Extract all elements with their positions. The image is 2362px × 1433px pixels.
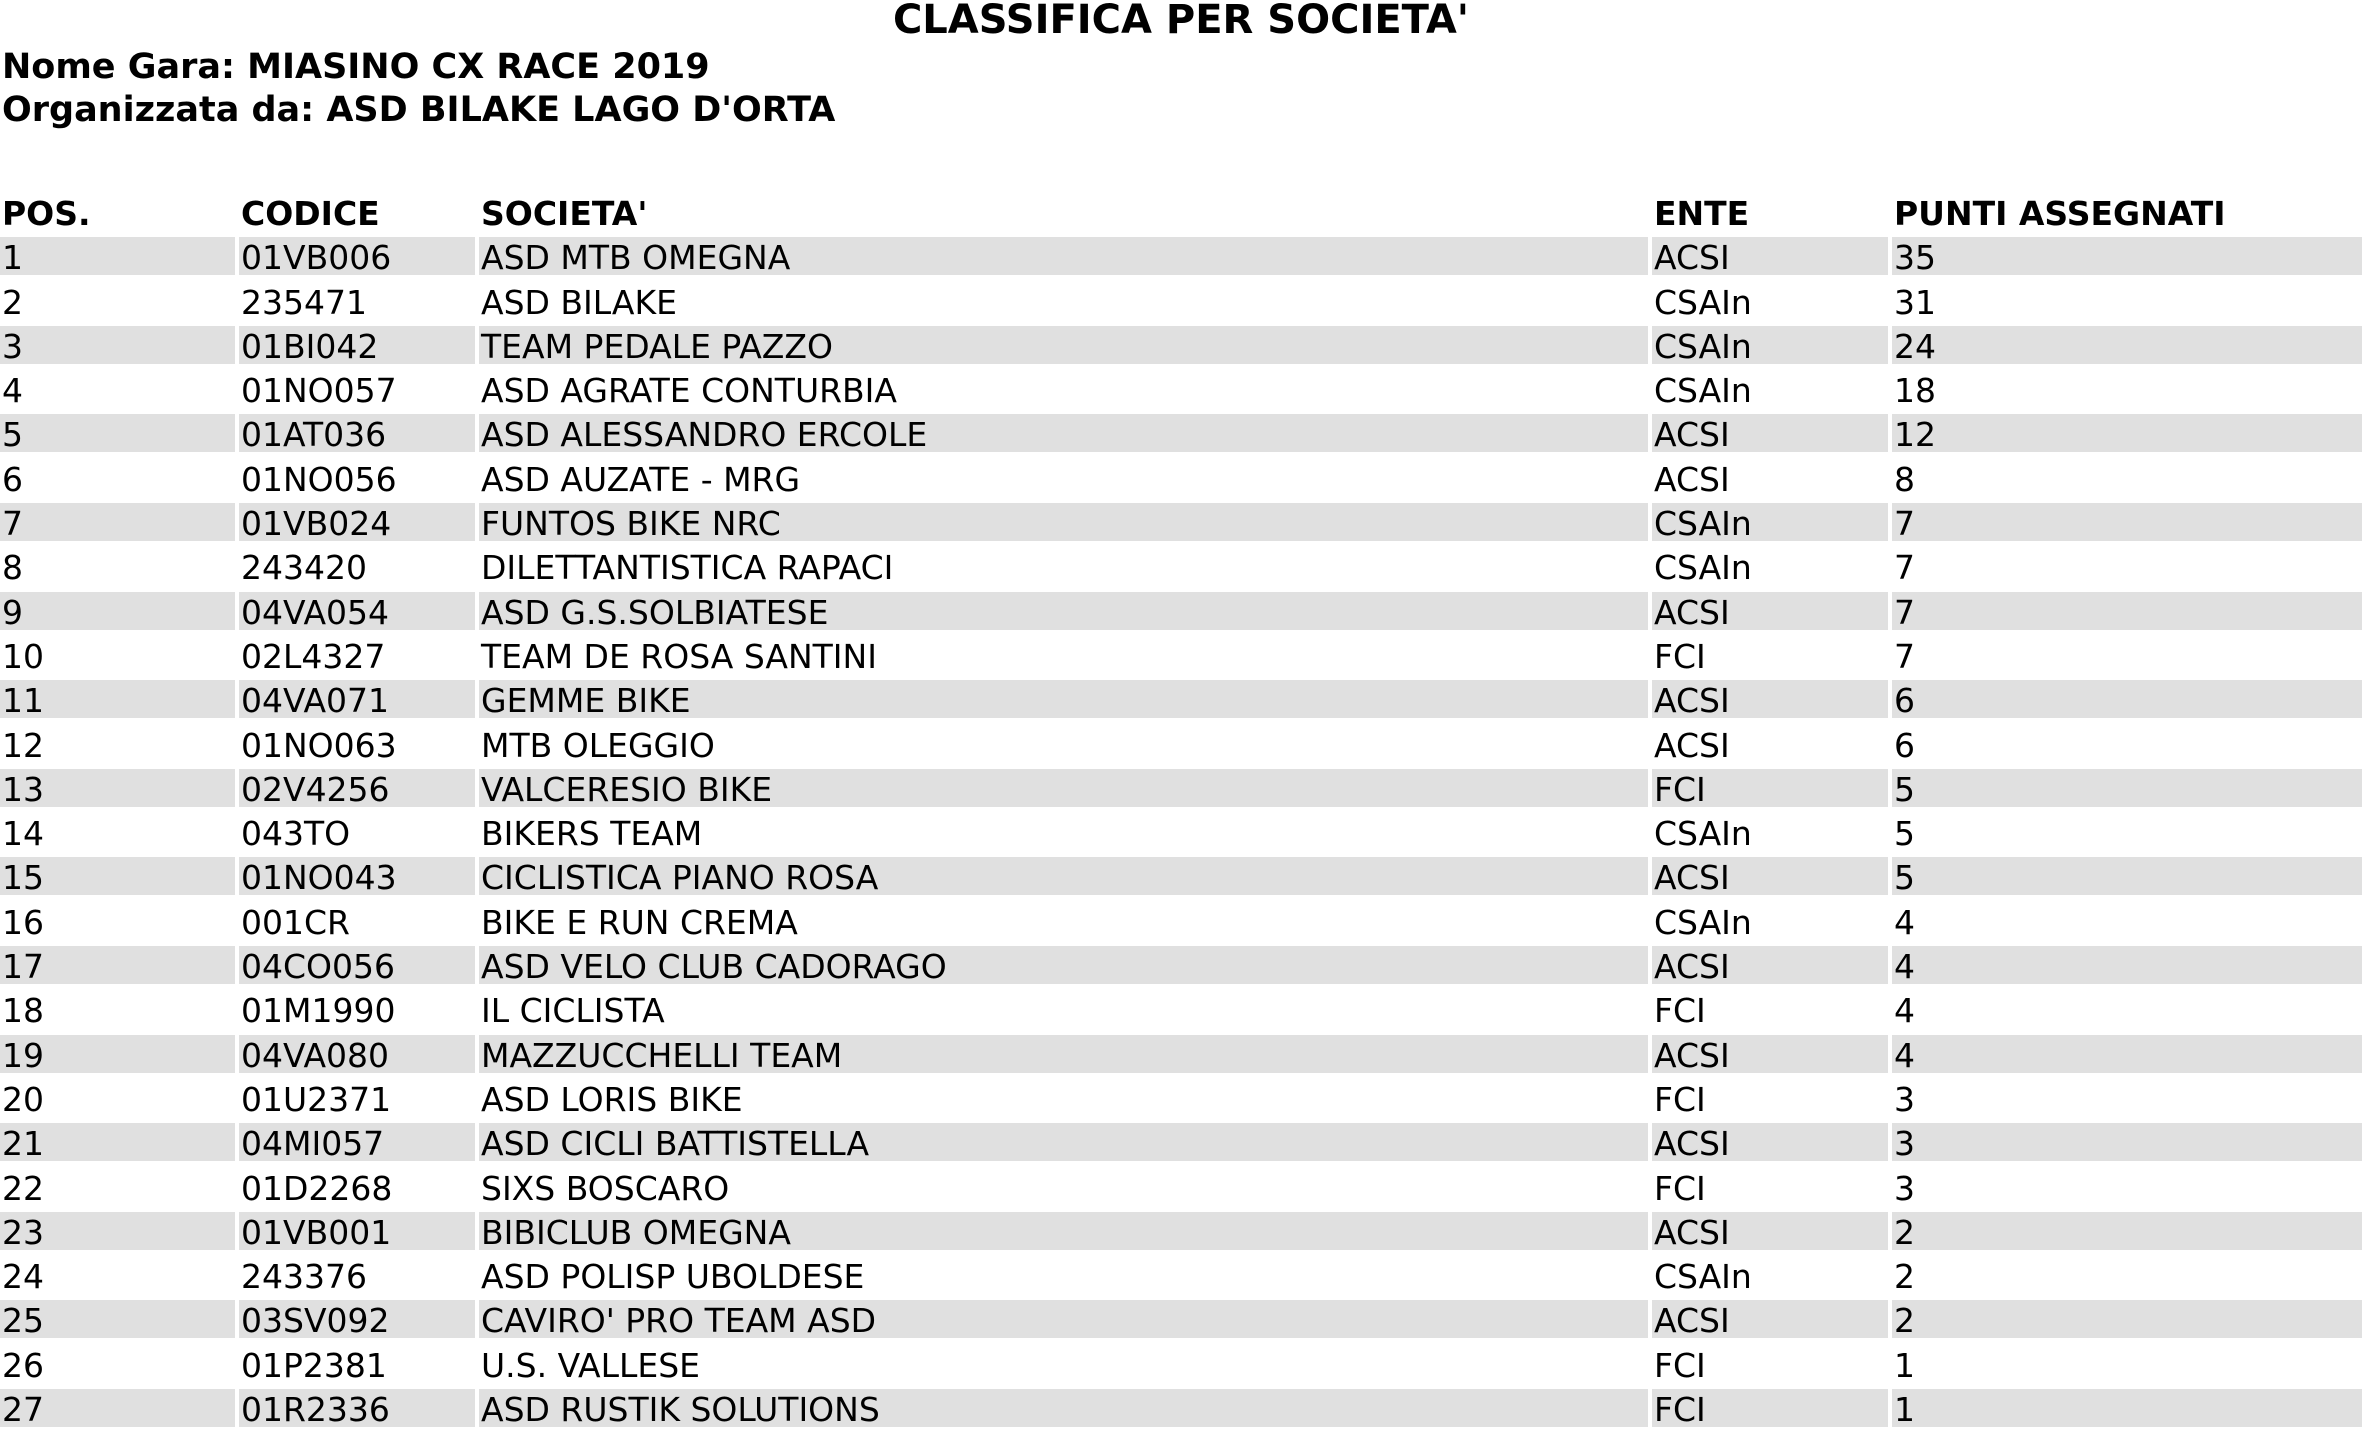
punti-cell: 4: [1892, 946, 2362, 984]
punti-cell: 3: [1894, 1079, 1915, 1117]
pos-cell: 2: [2, 282, 23, 320]
ente-cell: ACSI: [1654, 725, 1730, 763]
pos-cell: 24: [2, 1257, 44, 1295]
table-row: [0, 1035, 2362, 1079]
ente-cell: ACSI: [1652, 1212, 1888, 1250]
punti-cell: 1: [1894, 1345, 1915, 1383]
societa-cell: ASD VELO CLUB CADORAGO: [479, 946, 1648, 984]
punti-cell: 4: [1892, 1035, 2362, 1073]
punti-cell: 2: [1894, 1257, 1915, 1295]
societa-cell: DILETTANTISTICA RAPACI: [481, 548, 894, 586]
table-row: [0, 414, 2362, 458]
codice-cell: 001CR: [241, 902, 350, 940]
table-row: [0, 1123, 2362, 1167]
pos-cell: 3: [0, 326, 235, 364]
codice-cell: 01NO043: [239, 857, 475, 895]
societa-cell: ASD RUSTIK SOLUTIONS: [479, 1389, 1648, 1427]
pos-cell: 12: [2, 725, 44, 763]
societa-cell: TEAM PEDALE PAZZO: [479, 326, 1648, 364]
punti-cell: 2: [1892, 1212, 2362, 1250]
table-row: [0, 946, 2362, 990]
punti-cell: 24: [1892, 326, 2362, 364]
table-row: [0, 990, 2362, 1034]
societa-cell: U.S. VALLESE: [481, 1345, 701, 1383]
codice-cell: 02V4256: [239, 769, 475, 807]
societa-cell: ASD AGRATE CONTURBIA: [481, 371, 897, 409]
ente-cell: CSAIn: [1654, 1257, 1752, 1295]
societa-cell: BIBICLUB OMEGNA: [479, 1212, 1648, 1250]
pos-cell: 19: [0, 1035, 235, 1073]
table-row: [0, 459, 2362, 503]
codice-cell: 235471: [241, 282, 367, 320]
codice-cell: 243420: [241, 548, 367, 586]
codice-cell: 04CO056: [239, 946, 475, 984]
punti-cell: 12: [1892, 414, 2362, 452]
ente-cell: FCI: [1652, 1389, 1888, 1427]
codice-cell: 01NO057: [241, 371, 397, 409]
societa-cell: ASD MTB OMEGNA: [479, 237, 1648, 275]
pos-cell: 10: [2, 636, 44, 674]
societa-cell: CICLISTICA PIANO ROSA: [479, 857, 1648, 895]
codice-cell: 01VB006: [239, 237, 475, 275]
punti-cell: 8: [1894, 459, 1915, 497]
table-row: [0, 1079, 2362, 1123]
ente-cell: FCI: [1652, 769, 1888, 807]
punti-cell: 4: [1894, 991, 1915, 1029]
header-societa: SOCIETA': [481, 194, 648, 231]
societa-cell: ASD LORIS BIKE: [481, 1079, 743, 1117]
pos-cell: 25: [0, 1300, 235, 1338]
ente-cell: CSAIn: [1652, 503, 1888, 541]
pos-cell: 18: [2, 991, 44, 1029]
pos-cell: 11: [0, 680, 235, 718]
ente-cell: FCI: [1654, 636, 1706, 674]
ente-cell: CSAIn: [1654, 902, 1752, 940]
ente-cell: FCI: [1654, 991, 1706, 1029]
header-codice: CODICE: [241, 194, 380, 231]
table-row: [0, 1256, 2362, 1300]
pos-cell: 21: [0, 1123, 235, 1161]
ente-cell: CSAIn: [1654, 282, 1752, 320]
ente-cell: ACSI: [1652, 680, 1888, 718]
table-row: [0, 813, 2362, 857]
ente-cell: ACSI: [1652, 946, 1888, 984]
societa-cell: VALCERESIO BIKE: [479, 769, 1648, 807]
codice-cell: 01R2336: [239, 1389, 475, 1427]
societa-cell: ASD ALESSANDRO ERCOLE: [479, 414, 1648, 452]
table-row: [0, 503, 2362, 547]
societa-cell: TEAM DE ROSA SANTINI: [481, 636, 877, 674]
table-row: [0, 1300, 2362, 1344]
societa-cell: ASD G.S.SOLBIATESE: [479, 592, 1648, 630]
table-row: [0, 902, 2362, 946]
punti-cell: 7: [1894, 548, 1915, 586]
ente-cell: ACSI: [1652, 857, 1888, 895]
codice-cell: 03SV092: [239, 1300, 475, 1338]
ente-cell: ACSI: [1652, 1035, 1888, 1073]
punti-cell: 7: [1892, 592, 2362, 630]
ente-cell: CSAIn: [1654, 371, 1752, 409]
punti-cell: 7: [1892, 503, 2362, 541]
table-row: [0, 282, 2362, 326]
codice-cell: 01M1990: [241, 991, 396, 1029]
table-row: [0, 370, 2362, 414]
table-row: [0, 1345, 2362, 1389]
ente-cell: ACSI: [1652, 237, 1888, 275]
codice-cell: 01D2268: [241, 1168, 393, 1206]
punti-cell: 1: [1892, 1389, 2362, 1427]
pos-cell: 13: [0, 769, 235, 807]
punti-cell: 3: [1892, 1123, 2362, 1161]
table-row: [0, 636, 2362, 680]
pos-cell: 8: [2, 548, 23, 586]
punti-cell: 7: [1894, 636, 1915, 674]
table-row: [0, 547, 2362, 591]
punti-cell: 6: [1894, 725, 1915, 763]
pos-cell: 5: [0, 414, 235, 452]
table-row: [0, 769, 2362, 813]
ente-cell: ACSI: [1652, 414, 1888, 452]
ente-cell: FCI: [1654, 1079, 1706, 1117]
societa-cell: ASD BILAKE: [481, 282, 678, 320]
pos-cell: 7: [0, 503, 235, 541]
codice-cell: 243376: [241, 1257, 367, 1295]
punti-cell: 18: [1894, 371, 1936, 409]
ente-cell: CSAIn: [1652, 326, 1888, 364]
punti-cell: 4: [1894, 902, 1915, 940]
ente-cell: ACSI: [1652, 1300, 1888, 1338]
pos-cell: 26: [2, 1345, 44, 1383]
page-title: CLASSIFICA PER SOCIETA': [892, 0, 1470, 43]
societa-cell: SIXS BOSCARO: [481, 1168, 730, 1206]
ente-cell: CSAIn: [1654, 548, 1752, 586]
pos-cell: 1: [0, 237, 235, 275]
ente-cell: CSAIn: [1654, 814, 1752, 852]
table-row: [0, 326, 2362, 370]
punti-cell: 3: [1894, 1168, 1915, 1206]
table-row: [0, 857, 2362, 901]
ente-cell: FCI: [1654, 1168, 1706, 1206]
pos-cell: 16: [2, 902, 44, 940]
codice-cell: 04VA080: [239, 1035, 475, 1073]
ranking-table: [0, 193, 2362, 1433]
organizer: Organizzata da: ASD BILAKE LAGO D'ORTA: [2, 90, 836, 130]
societa-cell: GEMME BIKE: [479, 680, 1648, 718]
codice-cell: 01P2381: [241, 1345, 387, 1383]
pos-cell: 20: [2, 1079, 44, 1117]
pos-cell: 6: [2, 459, 23, 497]
codice-cell: 01U2371: [241, 1079, 392, 1117]
codice-cell: 01VB001: [239, 1212, 475, 1250]
race-name: Nome Gara: MIASINO CX RACE 2019: [2, 47, 710, 87]
societa-cell: BIKERS TEAM: [481, 814, 703, 852]
codice-cell: 01NO056: [241, 459, 397, 497]
societa-cell: BIKE E RUN CREMA: [481, 902, 798, 940]
punti-cell: 31: [1894, 282, 1936, 320]
codice-cell: 04VA071: [239, 680, 475, 718]
punti-cell: 35: [1892, 237, 2362, 275]
punti-cell: 5: [1892, 769, 2362, 807]
societa-cell: ASD CICLI BATTISTELLA: [479, 1123, 1648, 1161]
societa-cell: CAVIRO' PRO TEAM ASD: [479, 1300, 1648, 1338]
pos-cell: 23: [0, 1212, 235, 1250]
codice-cell: 01NO063: [241, 725, 397, 763]
ente-cell: ACSI: [1652, 592, 1888, 630]
table-row: [0, 592, 2362, 636]
codice-cell: 04VA054: [239, 592, 475, 630]
pos-cell: 27: [0, 1389, 235, 1427]
codice-cell: 04MI057: [239, 1123, 475, 1161]
ente-cell: FCI: [1654, 1345, 1706, 1383]
pos-cell: 15: [0, 857, 235, 895]
codice-cell: 01VB024: [239, 503, 475, 541]
table-row: [0, 1212, 2362, 1256]
header-pos: POS.: [2, 194, 91, 231]
header-punti: PUNTI ASSEGNATI: [1894, 194, 2226, 231]
table-row: [0, 1389, 2362, 1433]
punti-cell: 6: [1892, 680, 2362, 718]
societa-cell: MTB OLEGGIO: [481, 725, 715, 763]
punti-cell: 5: [1892, 857, 2362, 895]
punti-cell: 5: [1894, 814, 1915, 852]
table-row: [0, 237, 2362, 281]
punti-cell: 2: [1892, 1300, 2362, 1338]
societa-cell: ASD AUZATE - MRG: [481, 459, 801, 497]
pos-cell: 4: [2, 371, 23, 409]
pos-cell: 17: [0, 946, 235, 984]
header-ente: ENTE: [1654, 194, 1750, 231]
codice-cell: 01AT036: [239, 414, 475, 452]
codice-cell: 043TO: [241, 814, 351, 852]
pos-cell: 22: [2, 1168, 44, 1206]
table-row: [0, 1168, 2362, 1212]
societa-cell: IL CICLISTA: [481, 991, 665, 1029]
table-row: [0, 680, 2362, 724]
societa-cell: ASD POLISP UBOLDESE: [481, 1257, 865, 1295]
societa-cell: MAZZUCCHELLI TEAM: [479, 1035, 1648, 1073]
pos-cell: 14: [2, 814, 44, 852]
table-row: [0, 725, 2362, 769]
table-body: [0, 237, 2362, 1433]
societa-cell: FUNTOS BIKE NRC: [479, 503, 1648, 541]
codice-cell: 01BI042: [239, 326, 475, 364]
table-header-row: [0, 193, 2362, 237]
ente-cell: ACSI: [1652, 1123, 1888, 1161]
pos-cell: 9: [0, 592, 235, 630]
codice-cell: 02L4327: [241, 636, 386, 674]
ente-cell: ACSI: [1654, 459, 1730, 497]
